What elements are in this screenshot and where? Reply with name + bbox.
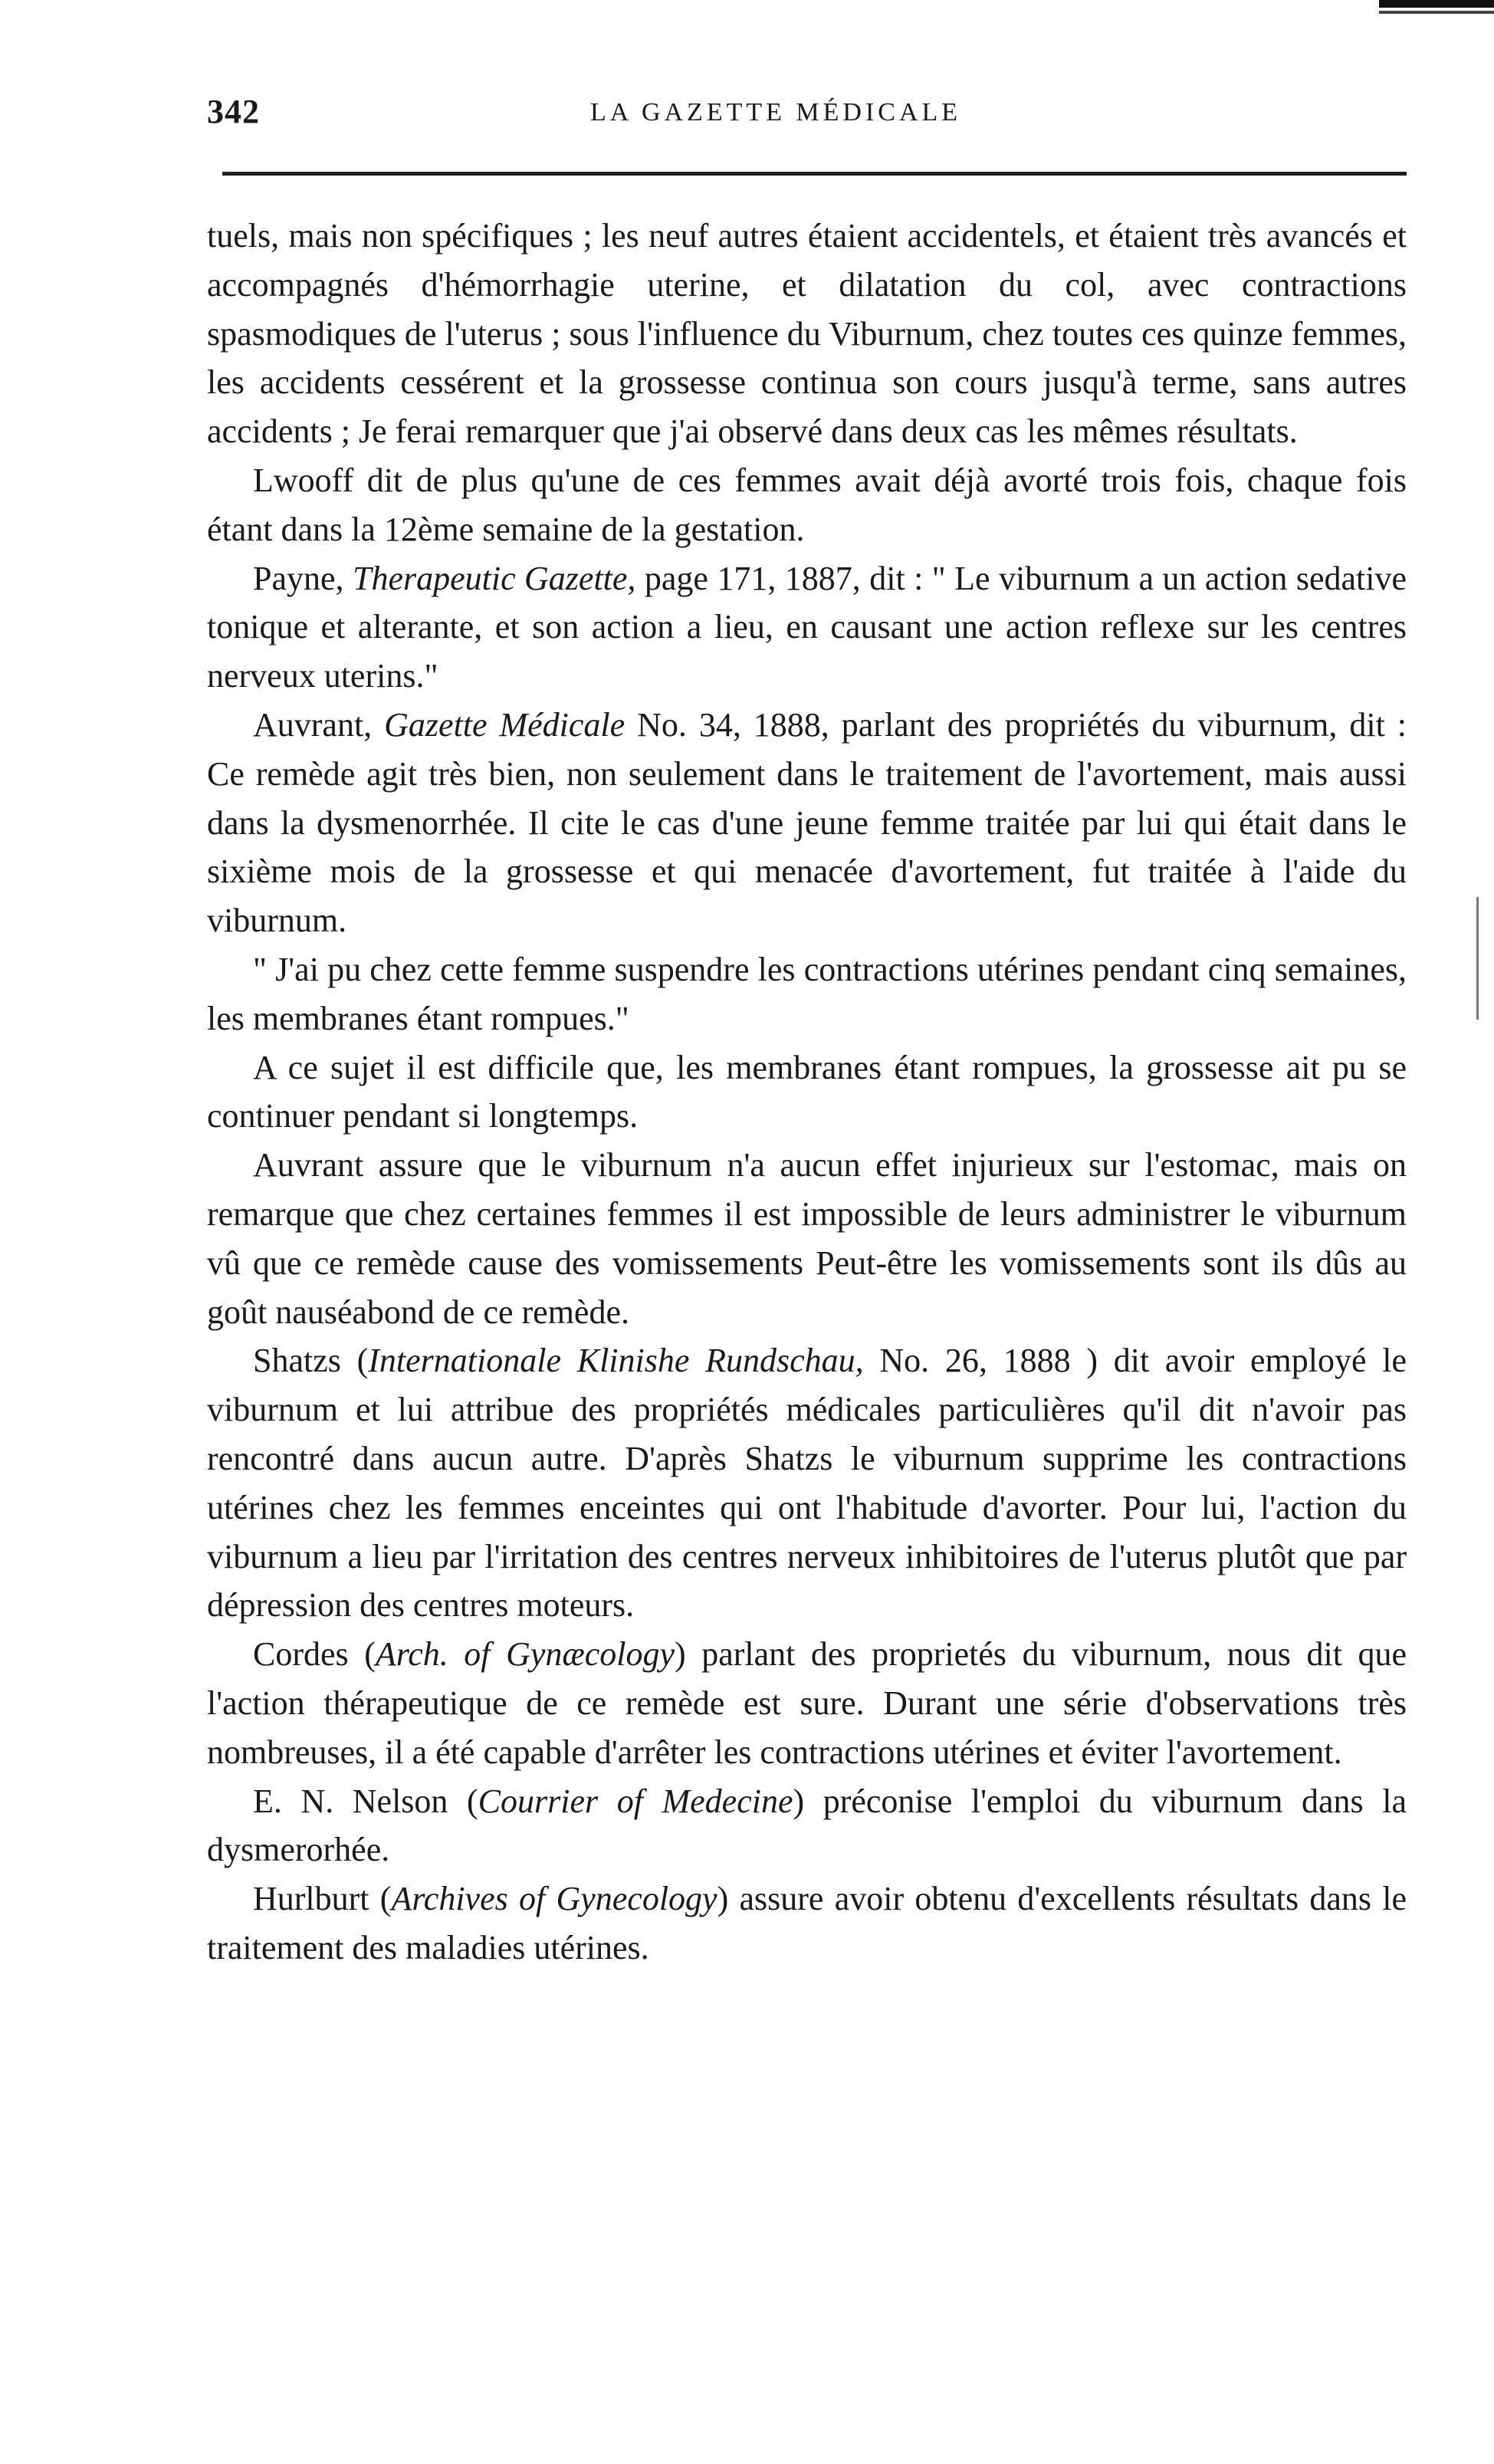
header-rule: [222, 172, 1407, 176]
paragraph-7: [207, 1336, 1407, 1630]
text-run: No. 34, 1888, parlant des propriétés du viburnum, dit : Ce remède agit très bien, non seulement dans le traitement de l'avortement, mais aussi dans la dysmenorrhée. Il cite le cas d'une jeune femme traitée par lui qui était dans le sixième mois de la grossesse et qui menacée d'avortement, fut traitée à l'aide du viburnum.: [207, 705, 1407, 940]
italic-citation: Arch. of Gynæcology: [375, 1635, 675, 1674]
text-run: ) parlant des proprietés du viburnum, nous dit que l'action thérapeutique de ce remède est sure. Durant une série d'observations très nombreuses, il a été capable d'arrêter les contractions utérines et éviter l'avortement.: [207, 1635, 1407, 1771]
paragraph-4: [207, 945, 1407, 1043]
paragraph-3: [207, 701, 1407, 945]
text-run: ) assure avoir obtenu d'excellents résultats dans le traitement des maladies utérines.: [207, 1880, 1407, 1966]
paragraph-9: [207, 1777, 1407, 1875]
paragraph-2: [207, 554, 1407, 701]
paragraph-5: [207, 1043, 1407, 1142]
text-run: Lwooff dit de plus qu'une de ces femmes avait déjà avorté trois fois, chaque fois étant dans la 12ème semaine de la gestation.: [207, 461, 1407, 548]
text-run: Auvrant,: [253, 705, 385, 744]
italic-citation: Gazette Médicale: [384, 705, 626, 744]
text-run: A ce sujet il est difficile que, les membranes étant rompues, la grossesse ait pu se continuer pendant si longtemps.: [207, 1048, 1407, 1135]
text-run: ) préconise l'emploi du viburnum dans la dysmerorhée.: [207, 1782, 1407, 1869]
page-number: 342: [207, 93, 260, 130]
text-run: tuels, mais non spécifiques ; les neuf autres étaient accidentels, et étaient très avancés et accompagnés d'hémorrhagie uterine, et dilatation du col, avec contractions spasmodiques de l'uterus ; sous l'influence du Viburnum, chez toutes ces quinze femmes, les accidents cessérent et la grossesse continua son cours jusqu'à terme, sans autres accidents ; Je ferai remarquer que j'ai observé dans deux cas les mêmes résultats.: [207, 217, 1407, 451]
paragraph-8: [207, 1630, 1407, 1776]
margin-mark: [1476, 897, 1479, 1020]
text-run: No. 26, 1888 ) dit avoir employé le viburnum et lui attribue des propriétés médicales particulières qu'il dit n'avoir pas rencontré dans aucun autre. D'après Shatzs le viburnum supprime les contractions utérines chez les femmes enceintes qui ont l'habitude d'avorter. Pour lui, l'action du viburnum a lieu par l'irritation des centres nerveux inhibitoires de l'uterus plutôt que par dépression des centres moteurs.: [207, 1342, 1407, 1625]
running-title: LA GAZETTE MÉDICALE: [590, 98, 962, 126]
paragraph-10: [207, 1874, 1407, 1973]
italic-citation: Courrier of Medecine: [478, 1782, 793, 1820]
text-run: Payne,: [253, 559, 353, 597]
paragraph-6: [207, 1141, 1407, 1336]
page-header: [207, 92, 1403, 146]
paragraph-1: [207, 456, 1407, 554]
text-run: page 171, 1887, dit : " Le viburnum a un action sedative tonique et alterante, et son action a lieu, en causant une action reflexe sur les centres nerveux uterins.": [207, 559, 1407, 695]
text-run: Auvrant assure que le viburnum n'a aucun effet injurieux sur l'estomac, mais on remarque que chez certaines femmes il est impossible de leurs administrer le viburnum vû que ce remède cause des vomissements Peut-être les vomissements sont ils dûs au goût nauséabond de ce remède.: [207, 1146, 1407, 1331]
body-text: [207, 212, 1407, 1973]
text-run: " J'ai pu chez cette femme suspendre les contractions utérines pendant cinq semaines, les membranes étant rompues.": [207, 950, 1407, 1037]
text-run: E. N. Nelson (: [253, 1782, 478, 1820]
italic-citation: Internationale Klinishe Rundschau,: [368, 1342, 864, 1380]
scan-edge-mark: [1379, 0, 1494, 18]
paragraph-0: [207, 212, 1407, 456]
text-run: Shatzs (: [253, 1342, 369, 1380]
text-run: Hurlburt (: [253, 1880, 392, 1918]
italic-citation: Archives of Gynecology: [391, 1880, 717, 1918]
italic-citation: Therapeutic Gazette,: [352, 559, 636, 597]
text-run: Cordes (: [253, 1635, 376, 1674]
